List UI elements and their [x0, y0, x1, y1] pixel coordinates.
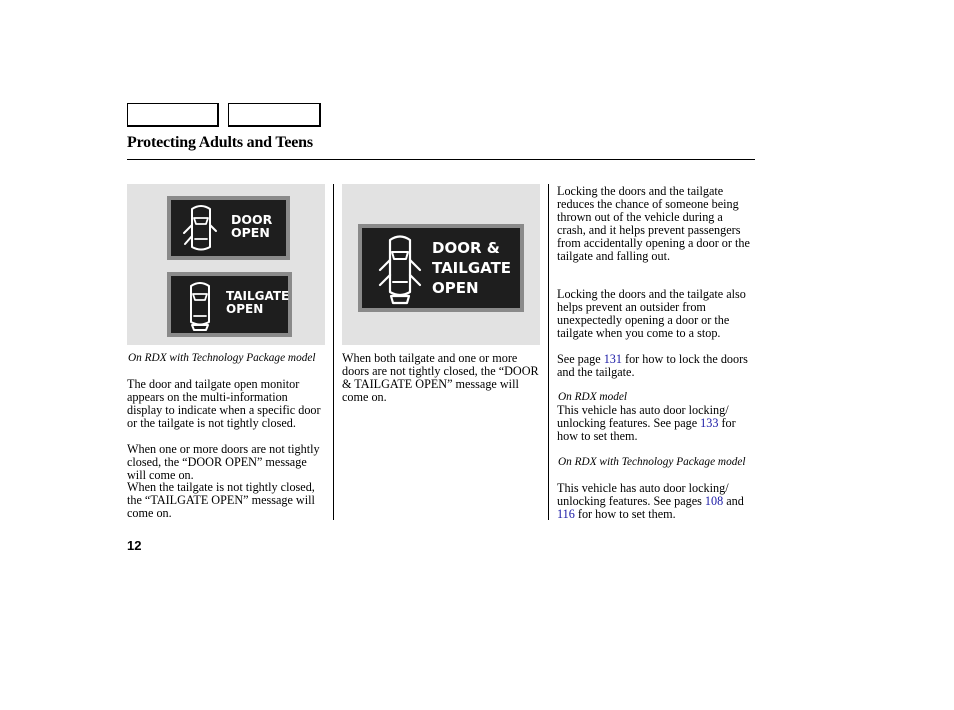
tech-text-and: and	[723, 494, 744, 508]
page-title: Protecting Adults and Teens	[127, 134, 313, 151]
column-divider-1	[333, 184, 334, 520]
door-open-display	[167, 196, 290, 260]
rdx-text-end: for how to set them.	[557, 416, 736, 443]
tailgate-open-description: When the tailgate is not tightly closed, the “TAILGATE OPEN” message will come on.	[127, 480, 315, 520]
page-link-131[interactable]: 131	[603, 352, 622, 366]
see-page-paragraph	[557, 353, 753, 379]
page-link-108[interactable]: 108	[704, 494, 724, 508]
model-note-tech-2: On RDX with Technology Package model	[558, 456, 746, 468]
tech-text-end: for how to set them.	[574, 507, 676, 521]
title-rule	[127, 159, 755, 160]
column-divider-2	[548, 184, 549, 520]
model-note-tech: On RDX with Technology Package model	[128, 352, 316, 364]
door-open-description: When one or more doors are not tightly closed, the “DOOR OPEN” message will come on.	[127, 442, 320, 482]
page-link-116[interactable]: 116	[557, 507, 575, 521]
section-tab-2	[228, 103, 321, 127]
model-note-rdx: On RDX model	[558, 391, 628, 403]
section-tab-1	[127, 103, 219, 127]
door-displays-panel	[127, 184, 325, 345]
locking-benefit-paragraph: Locking the doors and the tailgate reduces the chance of someone being thrown out of the vehicle during a crash, and it helps prevent passengers from accidentally opening a door or the tailgate and falling out.	[557, 184, 750, 263]
tailgate-open-text: TAILGATE OPEN	[226, 289, 290, 316]
see-page-text: See page	[557, 352, 604, 366]
car-all-open-icon	[368, 230, 432, 310]
tech-auto-lock-paragraph	[557, 482, 753, 521]
page-number: 12	[127, 538, 142, 553]
monitor-description: The door and tailgate open monitor appears on the multi-information display to indicate when a specific door or the tailgate is not tightly closed.	[127, 377, 321, 430]
outsider-paragraph: Locking the doors and the tailgate also helps prevent an outsider from unexpectedly opening a door or the tailgate when you come to a stop.	[557, 287, 746, 340]
rdx-auto-lock-paragraph	[557, 404, 753, 443]
car-tailgate-open-icon	[179, 278, 223, 332]
door-tailgate-open-text: DOOR & TAILGATE OPEN	[432, 239, 512, 297]
door-tailgate-description: When both tailgate and one or more doors are not tightly closed, the “DOOR & TAILGATE OPEN” message will come on.	[342, 351, 539, 404]
door-open-text: DOOR OPEN	[231, 212, 273, 241]
door-tailgate-panel	[342, 184, 540, 345]
rdx-text: This vehicle has auto door locking/ unlocking features. See page	[557, 403, 729, 430]
tailgate-open-display	[167, 272, 292, 337]
tech-text: This vehicle has auto door locking/ unlocking features. See pages	[557, 481, 729, 508]
page-link-133[interactable]: 133	[700, 416, 719, 430]
car-door-open-icon	[179, 203, 223, 255]
door-tailgate-open-display	[358, 224, 524, 312]
see-page-text-end: for how to lock the doors and the tailgate.	[557, 352, 748, 379]
